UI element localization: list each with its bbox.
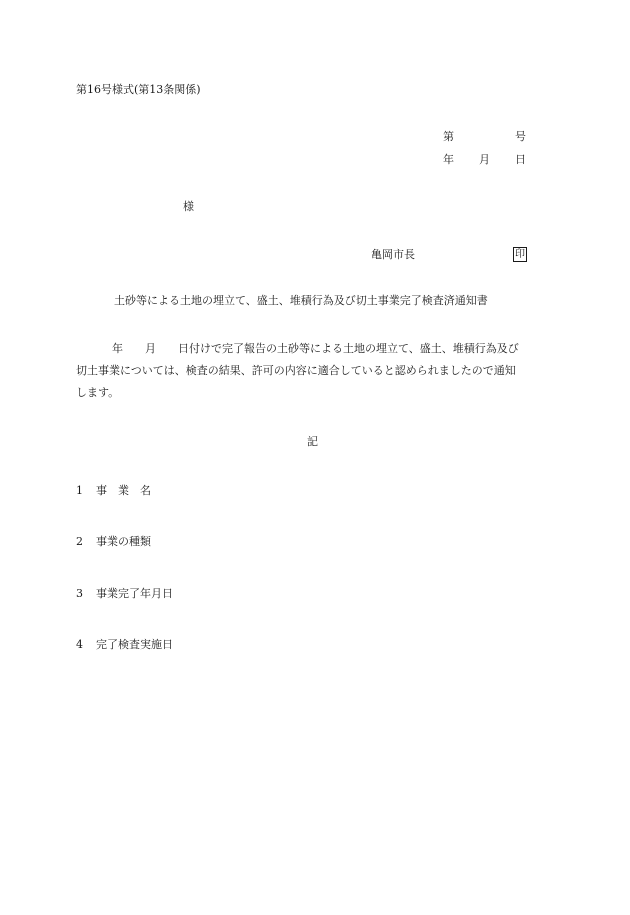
doc-number-suffix: 号 [515,130,526,143]
date-year: 年 [443,153,454,166]
item-label: 事 業 名 [96,484,151,497]
item-label: 事業の種類 [96,535,151,548]
seal-stamp: 印 [515,249,525,260]
list-item [76,484,151,498]
body-line-3: します。 [76,386,120,399]
list-item [76,535,151,549]
body-line-2: 切土事業については、検査の結果、許可の内容に適合していると認められましたので通知 [76,364,516,377]
date-day: 日 [515,153,526,166]
list-item [76,587,173,601]
doc-number-prefix: 第 [443,130,454,143]
list-item [76,638,173,652]
item-number: 2 [76,535,83,548]
body-line-1: 年 月 日付けで完了報告の土砂等による土地の埋立て、盛土、堆積行為及び [112,342,519,355]
item-label: 事業完了年月日 [96,587,173,600]
item-number: 1 [76,484,83,497]
form-number: 第16号様式(第13条関係) [76,83,201,96]
item-number: 4 [76,638,83,651]
document-title: 土砂等による土地の埋立て、盛土、堆積行為及び切土事業完了検査済通知書 [114,294,488,307]
addressee-suffix: 様 [183,200,194,213]
ki-heading: 記 [307,435,318,448]
date-month: 月 [479,153,490,166]
item-label: 完了検査実施日 [96,638,173,651]
notification-body [76,338,556,404]
issuer-title: 亀岡市長 [371,248,415,261]
item-number: 3 [76,587,83,600]
